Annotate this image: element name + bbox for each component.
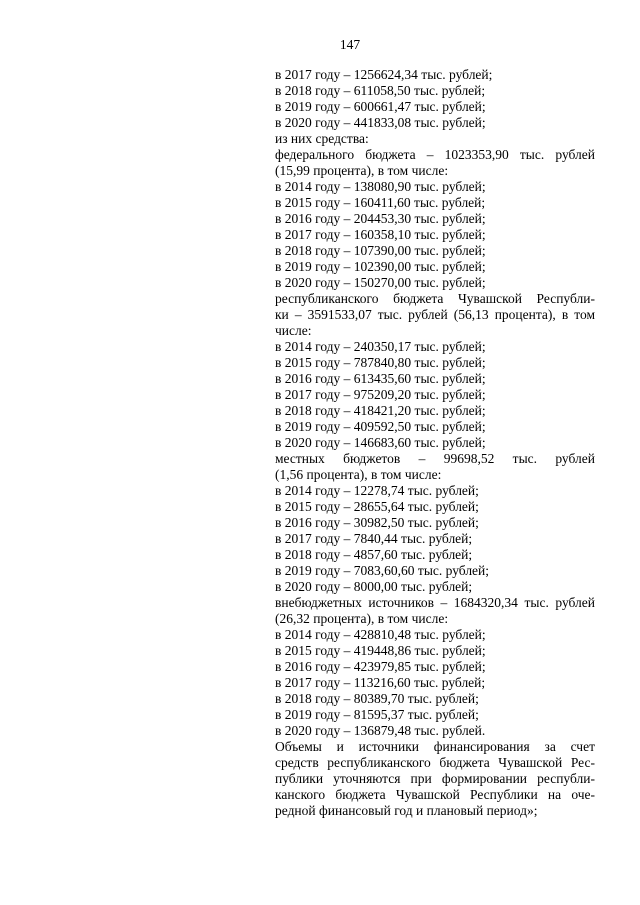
- closing-line: средств республиканского бюджета Чувашской Рес-: [275, 755, 595, 770]
- federal-budget-years-list: [275, 179, 595, 291]
- financing-line: из них средства:: [275, 131, 369, 146]
- republic-budget-heading-line2: ки – 3591533,07 тыс. рублей (56,13 процента), в том: [275, 307, 595, 322]
- financing-line: в 2018 году – 611058,50 тыс. рублей;: [275, 83, 486, 98]
- federal-budget-share: (15,99 процента), в том числе:: [275, 163, 449, 178]
- federal-year-line: в 2020 году – 150270,00 тыс. рублей;: [275, 275, 486, 290]
- extra-year-line: в 2017 году – 113216,60 тыс. рублей;: [275, 675, 486, 690]
- local-year-line: в 2019 году – 7083,60,60 тыс. рублей;: [275, 563, 490, 578]
- financing-line: в 2019 году – 600661,47 тыс. рублей;: [275, 99, 486, 114]
- local-year-line: в 2016 году – 30982,50 тыс. рублей;: [275, 515, 479, 530]
- local-budget-years-list: [275, 483, 595, 595]
- republic-budget-years-list: [275, 339, 595, 451]
- local-budget-heading: местных бюджетов – 99698,52 тыс. рублей: [275, 451, 595, 466]
- federal-year-line: в 2018 году – 107390,00 тыс. рублей;: [275, 243, 486, 258]
- page-number: 147: [339, 37, 361, 52]
- extra-budget-heading: внебюджетных источников – 1684320,34 тыс. рублей: [275, 595, 595, 610]
- financing-line: в 2017 году – 1256624,34 тыс. рублей;: [275, 67, 493, 82]
- financing-line: в 2020 году – 441833,08 тыс. рублей;: [275, 115, 486, 130]
- local-year-line: в 2018 году – 4857,60 тыс. рублей;: [275, 547, 473, 562]
- closing-paragraph: [275, 739, 595, 803]
- federal-year-line: в 2016 году – 204453,30 тыс. рублей;: [275, 211, 486, 226]
- extra-budget-years-list: [275, 627, 595, 739]
- republic-year-line: в 2017 году – 975209,20 тыс. рублей;: [275, 387, 486, 402]
- financing-totals-list: [275, 67, 595, 147]
- local-year-line: в 2015 году – 28655,64 тыс. рублей;: [275, 499, 479, 514]
- extra-year-line: в 2018 году – 80389,70 тыс. рублей;: [275, 691, 479, 706]
- republic-year-line: в 2018 году – 418421,20 тыс. рублей;: [275, 403, 486, 418]
- extra-year-line: в 2019 году – 81595,37 тыс. рублей;: [275, 707, 479, 722]
- closing-line: публики уточняются при формировании республи-: [275, 771, 595, 786]
- document-body: [275, 67, 595, 819]
- republic-year-line: в 2015 году – 787840,80 тыс. рублей;: [275, 355, 486, 370]
- republic-year-line: в 2014 году – 240350,17 тыс. рублей;: [275, 339, 486, 354]
- republic-year-line: в 2019 году – 409592,50 тыс. рублей;: [275, 419, 486, 434]
- closing-line: Объемы и источники финансирования за счет: [275, 739, 595, 754]
- federal-year-line: в 2014 году – 138080,90 тыс. рублей;: [275, 179, 486, 194]
- closing-paragraph-last-line: редной финансовый год и плановый период»;: [275, 803, 538, 818]
- republic-year-line: в 2020 году – 146683,60 тыс. рублей;: [275, 435, 486, 450]
- federal-budget-heading: федерального бюджета – 1023353,90 тыс. рублей: [275, 147, 595, 162]
- extra-year-line: в 2020 году – 136879,48 тыс. рублей.: [275, 723, 486, 738]
- local-budget-share: (1,56 процента), в том числе:: [275, 467, 442, 482]
- local-year-line: в 2020 году – 8000,00 тыс. рублей;: [275, 579, 473, 594]
- republic-budget-heading-line3: числе:: [275, 323, 312, 338]
- republic-budget-heading-line1: республиканского бюджета Чувашской Республи-: [275, 291, 595, 306]
- extra-year-line: в 2014 году – 428810,48 тыс. рублей;: [275, 627, 486, 642]
- extra-year-line: в 2016 году – 423979,85 тыс. рублей;: [275, 659, 486, 674]
- local-year-line: в 2017 году – 7840,44 тыс. рублей;: [275, 531, 473, 546]
- federal-year-line: в 2019 году – 102390,00 тыс. рублей;: [275, 259, 486, 274]
- federal-year-line: в 2017 году – 160358,10 тыс. рублей;: [275, 227, 486, 242]
- federal-year-line: в 2015 году – 160411,60 тыс. рублей;: [275, 195, 486, 210]
- republic-year-line: в 2016 году – 613435,60 тыс. рублей;: [275, 371, 486, 386]
- extra-year-line: в 2015 году – 419448,86 тыс. рублей;: [275, 643, 486, 658]
- extra-budget-share: (26,32 процента), в том числе:: [275, 611, 449, 626]
- closing-line: канского бюджета Чувашской Республики на оче-: [275, 787, 595, 802]
- local-year-line: в 2014 году – 12278,74 тыс. рублей;: [275, 483, 479, 498]
